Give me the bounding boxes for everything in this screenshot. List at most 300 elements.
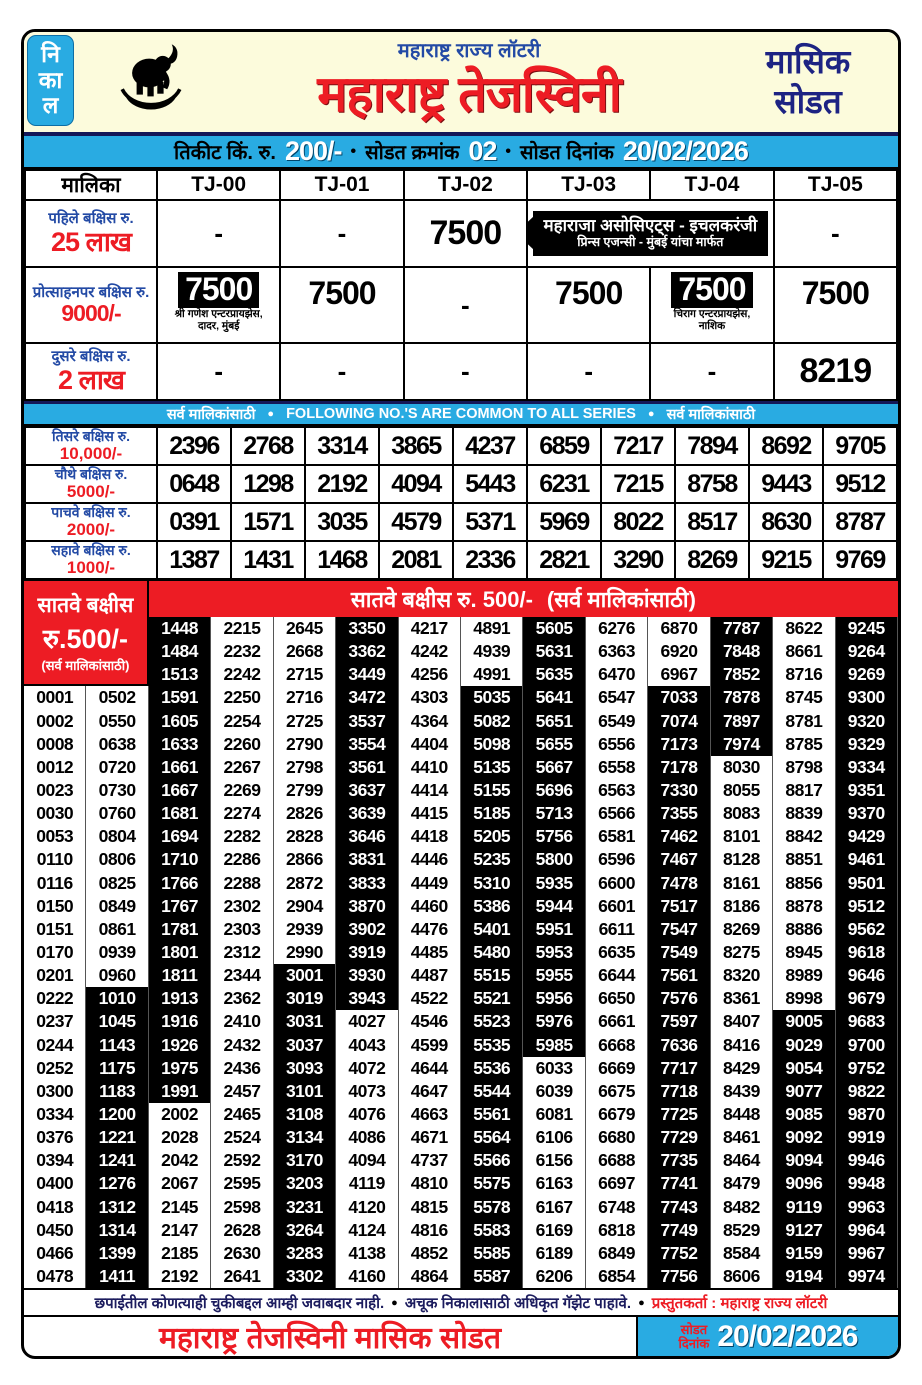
seventh-winning-number: 2715 [274, 663, 336, 686]
seventh-winning-number: 0334 [24, 1103, 86, 1126]
seventh-winning-number: 3283 [274, 1242, 336, 1265]
seventh-winning-number: 1681 [149, 802, 211, 825]
series-name: TJ-01 [280, 170, 403, 200]
seventh-winning-number: 7549 [648, 941, 710, 964]
winning-number: 5969 [527, 503, 601, 541]
common-prize-row [25, 503, 897, 541]
seventh-winning-number: 1175 [86, 1057, 148, 1080]
seventh-winning-number: 8886 [773, 918, 835, 941]
seventh-winning-number: 5536 [461, 1057, 523, 1080]
seventh-winning-number: 9683 [836, 1010, 898, 1033]
seventh-winning-number: 6169 [523, 1219, 585, 1242]
seventh-winning-number: 9077 [773, 1080, 835, 1103]
seventh-winning-number: 7735 [648, 1149, 710, 1172]
seventh-winning-number: 5515 [461, 964, 523, 987]
series-name: TJ-05 [774, 170, 897, 200]
winning-number: 8517 [675, 503, 749, 541]
second-prize-cell: - [157, 343, 280, 400]
seventh-winning-number: 3472 [336, 686, 398, 709]
seventh-winning-number: 9085 [773, 1103, 835, 1126]
seventh-winning-number: 2436 [211, 1057, 273, 1080]
second-prize-cell: - [280, 343, 403, 400]
seventh-winning-number: 0849 [86, 895, 148, 918]
seventh-winning-number: 4864 [399, 1265, 461, 1288]
seventh-winning-number: 6688 [586, 1149, 648, 1172]
seventh-winning-number: 4303 [399, 686, 461, 709]
seventh-winning-number: 0012 [24, 756, 86, 779]
winner-agent-box: महाराजा असोसिएट्स - इचलकरंजी प्रिन्स एजन्सी - मुंबई यांचा मार्फत [533, 211, 768, 257]
seventh-winning-number: 2028 [149, 1126, 211, 1149]
incentive-prize-cell [157, 267, 280, 343]
seventh-winning-number: 8186 [711, 895, 773, 918]
seventh-winning-number: 1143 [86, 1033, 148, 1056]
seventh-winning-number: 1991 [149, 1080, 211, 1103]
seventh-winning-number: 6549 [586, 710, 648, 733]
series-name: TJ-00 [157, 170, 280, 200]
winning-number: 6859 [527, 427, 601, 465]
seventh-grid [24, 581, 898, 1288]
seventh-winning-number: 2628 [211, 1219, 273, 1242]
seventh-winning-number: 7852 [711, 663, 773, 686]
seventh-winning-number: 4891 [461, 617, 523, 640]
common-series-bar: सर्व मालिकांसाठी ● FOLLOWING NO.'S ARE COMMON TO ALL SERIES ● सर्व मालिकांसाठी [24, 401, 898, 426]
seventh-winning-number: 7517 [648, 895, 710, 918]
seventh-winning-number: 6081 [523, 1103, 585, 1126]
seventh-winning-number: 1667 [149, 779, 211, 802]
seventh-winning-number: 8030 [711, 756, 773, 779]
seventh-winning-number: 8361 [711, 987, 773, 1010]
seventh-winning-number: 2641 [211, 1265, 273, 1288]
seventh-winning-number: 2828 [274, 825, 336, 848]
seventh-winning-number: 8461 [711, 1126, 773, 1149]
seventh-winning-number: 0300 [24, 1080, 86, 1103]
seventh-winning-number: 0939 [86, 941, 148, 964]
seventh-winning-number: 7178 [648, 756, 710, 779]
second-prize-cell: - [650, 343, 773, 400]
seventh-winning-number: 2598 [211, 1195, 273, 1218]
common-prize-row [25, 427, 897, 465]
seventh-winning-number: 2232 [211, 640, 273, 663]
seventh-winning-number: 3831 [336, 848, 398, 871]
seventh-winning-number: 4446 [399, 848, 461, 871]
seventh-winning-number: 9094 [773, 1149, 835, 1172]
seventh-winning-number: 6849 [586, 1242, 648, 1265]
seventh-winning-number: 3561 [336, 756, 398, 779]
first-prize-row [25, 200, 897, 267]
winning-number: 4237 [453, 427, 527, 465]
seventh-winning-number: 2799 [274, 779, 336, 802]
winning-number: 2081 [379, 541, 453, 579]
seventh-winning-number: 0201 [24, 964, 86, 987]
separator-dot: ● [638, 1296, 645, 1309]
seventh-winning-number: 5523 [461, 1010, 523, 1033]
winning-number: 2192 [305, 465, 379, 503]
seventh-winning-number: 1312 [86, 1195, 148, 1218]
bottom-date-label: सोडत दिनांक [678, 1321, 710, 1351]
seventh-winning-number: 2254 [211, 710, 273, 733]
seventh-winning-number: 4816 [399, 1219, 461, 1242]
seventh-winning-number: 8622 [773, 617, 835, 640]
seventh-winning-number: 9919 [836, 1126, 898, 1149]
seventh-winning-number: 1200 [86, 1103, 148, 1126]
seventh-winning-number: 3031 [274, 1010, 336, 1033]
seventh-winning-number: 9029 [773, 1033, 835, 1056]
seventh-winning-number: 4160 [336, 1265, 398, 1288]
seventh-winning-number: 1811 [149, 964, 211, 987]
nikal-char: नि [41, 40, 60, 67]
seventh-winning-number: 9269 [836, 663, 898, 686]
seventh-winning-number: 5561 [461, 1103, 523, 1126]
organisation-name: महाराष्ट्र राज्य लॉटरी [397, 40, 541, 62]
seventh-winning-number: 2645 [274, 617, 336, 640]
first-prize-label: पहिले बक्षिस रु. 25 लाख [25, 200, 157, 267]
seventh-winning-number: 4086 [336, 1126, 398, 1149]
seventh-winning-number: 3637 [336, 779, 398, 802]
seventh-winning-number: 8269 [711, 918, 773, 941]
second-prize-row [25, 343, 897, 400]
seventh-winning-number: 4119 [336, 1172, 398, 1195]
seventh-prize-section [24, 580, 898, 1288]
seventh-winning-number: 4043 [336, 1033, 398, 1056]
seventh-winning-number: 3930 [336, 964, 398, 987]
seventh-winning-number: 6600 [586, 872, 648, 895]
seventh-winning-number: 0150 [24, 895, 86, 918]
seventh-winning-number: 0450 [24, 1219, 86, 1242]
seventh-winning-number: 2282 [211, 825, 273, 848]
seventh-winning-number: 8842 [773, 825, 835, 848]
seventh-winning-number: 3037 [274, 1033, 336, 1056]
second-prize-winning-number: 8219 [774, 343, 897, 400]
seventh-winning-number: 1767 [149, 895, 211, 918]
seventh-winning-number: 9351 [836, 779, 898, 802]
draw-number-label: सोडत क्रमांक [365, 142, 460, 164]
seventh-winning-number: 2990 [274, 941, 336, 964]
seventh-winning-number: 2242 [211, 663, 273, 686]
seventh-winning-number: 6167 [523, 1195, 585, 1218]
disclaimer-line: छपाईतील कोणत्याही चुकीबद्दल आम्ही जवाबदार नाही. ● अचूक निकालासाठी अधिकृत गॅझेट पाहावे. ● प्रस्तुतकर्ता : महाराष्ट्र राज्य लॉटरी [24, 1288, 898, 1315]
seventh-winning-number: 7074 [648, 710, 710, 733]
seventh-winning-number: 2432 [211, 1033, 273, 1056]
seventh-winning-number: 6818 [586, 1219, 648, 1242]
incentive-prize-row [25, 267, 897, 343]
seventh-winning-number: 4485 [399, 941, 461, 964]
seventh-winning-number: 4027 [336, 1010, 398, 1033]
seventh-winning-number: 8416 [711, 1033, 773, 1056]
seventh-winning-number: 4644 [399, 1057, 461, 1080]
draw-number-value: 02 [468, 136, 497, 166]
seventh-winning-number: 5585 [461, 1242, 523, 1265]
seventh-winning-number: 1221 [86, 1126, 148, 1149]
seventh-winning-number: 5800 [523, 848, 585, 871]
seventh-winning-number: 4094 [336, 1149, 398, 1172]
seventh-winning-number: 3554 [336, 733, 398, 756]
seventh-winning-number: 1276 [86, 1172, 148, 1195]
seventh-winning-number: 7718 [648, 1080, 710, 1103]
seventh-winning-number: 7787 [711, 617, 773, 640]
seventh-winning-number: 4138 [336, 1242, 398, 1265]
seventh-winning-number: 9752 [836, 1057, 898, 1080]
seventh-winning-number: 9963 [836, 1195, 898, 1218]
seventh-winning-number: 8998 [773, 987, 835, 1010]
seventh-winning-number: 6675 [586, 1080, 648, 1103]
seventh-winning-number: 0806 [86, 848, 148, 871]
seventh-winning-number: 9320 [836, 710, 898, 733]
seventh-winning-number: 8798 [773, 756, 835, 779]
first-prize-cell: - [774, 200, 897, 267]
highlighted-number: 7500 [178, 272, 259, 308]
first-prize-winning-number: 7500 [404, 200, 527, 267]
seventh-winning-number: 9946 [836, 1149, 898, 1172]
winning-number: 7217 [601, 427, 675, 465]
scheme-title: महाराष्ट्र तेजस्विनी [317, 66, 621, 122]
seventh-winning-number: 6106 [523, 1126, 585, 1149]
seventh-winning-number: 4487 [399, 964, 461, 987]
seventh-winning-number: 5583 [461, 1219, 523, 1242]
seventh-winning-number: 0400 [24, 1172, 86, 1195]
seventh-prize-title-bar: सातवे बक्षीस रु. 500/- (सर्व मालिकांसाठी) [149, 581, 898, 617]
seventh-winning-number: 3646 [336, 825, 398, 848]
seventh-winning-number: 7355 [648, 802, 710, 825]
seventh-winning-number: 0244 [24, 1033, 86, 1056]
seventh-winning-number: 2725 [274, 710, 336, 733]
seller-name: नाशिक [698, 320, 726, 333]
seventh-winning-number: 7033 [648, 686, 710, 709]
seventh-winning-number: 9429 [836, 825, 898, 848]
seventh-winning-number: 8839 [773, 802, 835, 825]
seventh-winning-number: 8606 [711, 1265, 773, 1288]
seventh-winning-number: 2215 [211, 617, 273, 640]
winning-number: 2336 [453, 541, 527, 579]
seventh-winning-number: 4410 [399, 756, 461, 779]
seventh-winning-number: 5953 [523, 941, 585, 964]
seventh-winning-number: 2286 [211, 848, 273, 871]
seventh-winning-number: 7478 [648, 872, 710, 895]
seventh-winning-number: 8055 [711, 779, 773, 802]
bottom-bar [24, 1315, 898, 1356]
second-prize-label: दुसरे बक्षिस रु. 2 लाख [25, 343, 157, 400]
seventh-winning-number: 9334 [836, 756, 898, 779]
seventh-winning-number: 2524 [211, 1126, 273, 1149]
seventh-winning-number: 2595 [211, 1172, 273, 1195]
seventh-winning-number: 5155 [461, 779, 523, 802]
seventh-winning-number: 6611 [586, 918, 648, 941]
seventh-winning-number: 4124 [336, 1219, 398, 1242]
seventh-winning-number: 1801 [149, 941, 211, 964]
seventh-winning-number: 6644 [586, 964, 648, 987]
seventh-winning-number: 9264 [836, 640, 898, 663]
seventh-winning-number: 3902 [336, 918, 398, 941]
winning-number: 2396 [157, 427, 231, 465]
seventh-winning-number: 5135 [461, 756, 523, 779]
seventh-winning-number: 0023 [24, 779, 86, 802]
seventh-winning-number: 6156 [523, 1149, 585, 1172]
seventh-winning-number: 1010 [86, 987, 148, 1010]
seventh-winning-number: 2904 [274, 895, 336, 918]
seventh-winning-number: 1605 [149, 710, 211, 733]
seventh-winning-number: 8464 [711, 1149, 773, 1172]
seventh-winning-number: 3108 [274, 1103, 336, 1126]
seventh-winning-number: 5605 [523, 617, 585, 640]
ticket-price-value: 200/- [284, 136, 342, 166]
common-prize-row [25, 465, 897, 503]
seventh-winning-number: 5587 [461, 1265, 523, 1288]
seventh-winning-number: 0110 [24, 848, 86, 871]
winning-number: 3865 [379, 427, 453, 465]
seventh-winning-number: 2042 [149, 1149, 211, 1172]
seventh-winning-number: 6920 [648, 640, 710, 663]
series-prize-table [24, 169, 898, 401]
seventh-winning-number: 7752 [648, 1242, 710, 1265]
seventh-winning-number: 5566 [461, 1149, 523, 1172]
seventh-winning-number: 8745 [773, 686, 835, 709]
seventh-winning-number: 3537 [336, 710, 398, 733]
seventh-winning-number: 4460 [399, 895, 461, 918]
separator-dot: ● [391, 1296, 398, 1309]
first-prize-agent-cell [527, 200, 774, 267]
seventh-winning-number: 9005 [773, 1010, 835, 1033]
series-name: TJ-02 [404, 170, 527, 200]
seventh-winning-number: 2872 [274, 872, 336, 895]
seventh-winning-number: 3264 [274, 1219, 336, 1242]
seventh-winning-number: 6470 [586, 663, 648, 686]
seventh-winning-number: 1661 [149, 756, 211, 779]
seventh-winning-number: 2303 [211, 918, 273, 941]
seventh-winning-number: 2866 [274, 848, 336, 871]
incentive-prize-cell: 7500 [774, 267, 897, 343]
seventh-winning-number: 7743 [648, 1195, 710, 1218]
seventh-winning-number: 3870 [336, 895, 398, 918]
seventh-winning-number: 6189 [523, 1242, 585, 1265]
seventh-winning-number: 6650 [586, 987, 648, 1010]
seventh-winning-number: 8407 [711, 1010, 773, 1033]
incentive-prize-cell: 7500 [280, 267, 403, 343]
winning-number: 9443 [749, 465, 823, 503]
seventh-winning-number: 0502 [86, 686, 148, 709]
seventh-winning-number: 1916 [149, 1010, 211, 1033]
seventh-winning-number: 2465 [211, 1103, 273, 1126]
seventh-winning-number: 4404 [399, 733, 461, 756]
seventh-winning-number: 0960 [86, 964, 148, 987]
seventh-winning-number: 8817 [773, 779, 835, 802]
seventh-winning-number: 4242 [399, 640, 461, 663]
separator-dot: ● [267, 408, 275, 420]
seventh-winning-number: 8945 [773, 941, 835, 964]
seventh-winning-number: 2312 [211, 941, 273, 964]
presenter-credit: प्रस्तुतकर्ता : महाराष्ट्र राज्य लॉटरी [651, 1294, 828, 1312]
seventh-winning-number: 2939 [274, 918, 336, 941]
seventh-winning-number: 5713 [523, 802, 585, 825]
seventh-winning-number: 2457 [211, 1080, 273, 1103]
seventh-winning-number: 1766 [149, 872, 211, 895]
seventh-winning-number: 2826 [274, 802, 336, 825]
seventh-winning-number: 2250 [211, 686, 273, 709]
seventh-winning-number: 8083 [711, 802, 773, 825]
seventh-winning-number: 0720 [86, 756, 148, 779]
seventh-winning-number: 6276 [586, 617, 648, 640]
seventh-winning-number: 8851 [773, 848, 835, 871]
seventh-winning-number: 2362 [211, 987, 273, 1010]
seventh-winning-number: 4414 [399, 779, 461, 802]
seventh-winning-number: 8661 [773, 640, 835, 663]
seventh-winning-number: 8429 [711, 1057, 773, 1080]
seventh-winning-number: 3943 [336, 987, 398, 1010]
highlighted-number: 7500 [671, 272, 752, 308]
seventh-winning-number: 1913 [149, 987, 211, 1010]
seventh-winning-number: 9461 [836, 848, 898, 871]
seventh-winning-number: 9967 [836, 1242, 898, 1265]
seventh-winning-number: 2288 [211, 872, 273, 895]
seventh-winning-number: 3350 [336, 617, 398, 640]
seventh-winning-number: 7717 [648, 1057, 710, 1080]
seventh-winning-number: 5631 [523, 640, 585, 663]
seventh-winning-number: 6680 [586, 1126, 648, 1149]
seventh-winning-number: 3449 [336, 663, 398, 686]
winning-number: 8269 [675, 541, 749, 579]
seventh-winning-number: 6679 [586, 1103, 648, 1126]
seventh-winning-number: 4522 [399, 987, 461, 1010]
seventh-winning-number: 6748 [586, 1195, 648, 1218]
seventh-winning-number: 1045 [86, 1010, 148, 1033]
bottom-date-value: 20/02/2026 [717, 1319, 858, 1353]
seventh-winning-number: 8128 [711, 848, 773, 871]
seventh-winning-number: 2269 [211, 779, 273, 802]
seventh-winning-number: 7725 [648, 1103, 710, 1126]
seventh-winning-number: 6206 [523, 1265, 585, 1288]
seventh-winning-number: 4939 [461, 640, 523, 663]
seventh-winning-number: 3101 [274, 1080, 336, 1103]
seventh-winning-number: 5035 [461, 686, 523, 709]
seventh-winning-number: 1411 [86, 1265, 148, 1288]
seventh-winning-number: 7729 [648, 1126, 710, 1149]
seventh-winning-number: 2185 [149, 1242, 211, 1265]
seventh-winning-number: 0550 [86, 710, 148, 733]
seventh-winning-number: 0466 [24, 1242, 86, 1265]
separator-dot: • [505, 142, 512, 160]
seventh-winning-number: 3203 [274, 1172, 336, 1195]
seventh-winning-number: 3170 [274, 1149, 336, 1172]
seventh-winning-number: 9679 [836, 987, 898, 1010]
seventh-winning-number: 9870 [836, 1103, 898, 1126]
incentive-prize-cell [650, 267, 773, 343]
seventh-winning-number: 4810 [399, 1172, 461, 1195]
seventh-winning-number: 4991 [461, 663, 523, 686]
seventh-winning-number: 5951 [523, 918, 585, 941]
seventh-winning-number: 5696 [523, 779, 585, 802]
seventh-winning-number: 1975 [149, 1057, 211, 1080]
winning-number: 8758 [675, 465, 749, 503]
seventh-winning-number: 5641 [523, 686, 585, 709]
seventh-winning-number: 0825 [86, 872, 148, 895]
seventh-winning-number: 3001 [274, 964, 336, 987]
seventh-winning-number: 0804 [86, 825, 148, 848]
seventh-winning-number: 7462 [648, 825, 710, 848]
seventh-winning-number: 3019 [274, 987, 336, 1010]
seventh-winning-number: 9646 [836, 964, 898, 987]
winning-number: 1298 [231, 465, 305, 503]
seventh-winning-number: 2145 [149, 1195, 211, 1218]
nikal-vertical-tab [27, 35, 74, 126]
winning-number: 0391 [157, 503, 231, 541]
seventh-winning-number: 8878 [773, 895, 835, 918]
seventh-winning-number: 9245 [836, 617, 898, 640]
seventh-winning-number: 2344 [211, 964, 273, 987]
seventh-winning-number: 0730 [86, 779, 148, 802]
seventh-winning-number: 2002 [149, 1103, 211, 1126]
seventh-winning-number: 3833 [336, 872, 398, 895]
seventh-winning-number: 6033 [523, 1057, 585, 1080]
seventh-winning-number: 3093 [274, 1057, 336, 1080]
seventh-winning-number: 1633 [149, 733, 211, 756]
